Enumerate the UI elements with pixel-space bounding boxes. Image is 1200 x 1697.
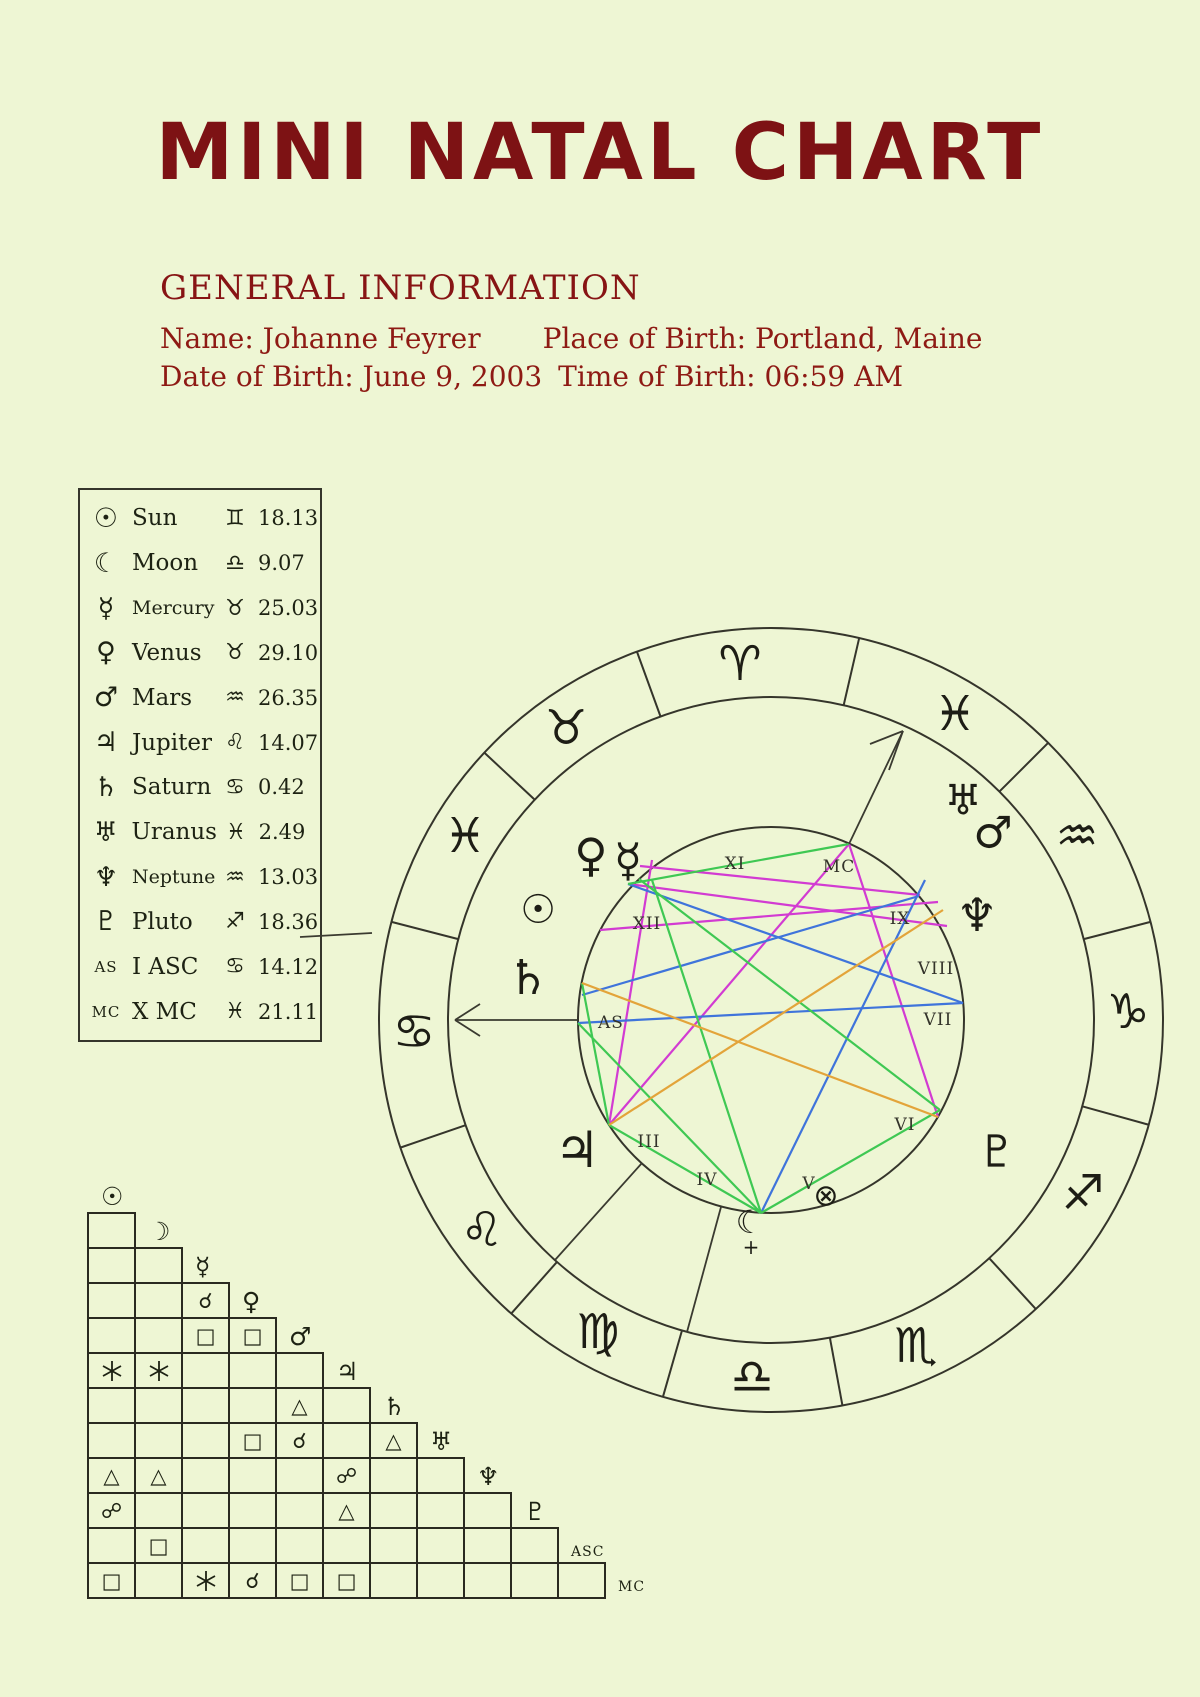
planet-degree: 25.03 xyxy=(258,596,319,621)
aspect-cell-pluto-uranus xyxy=(416,1492,465,1529)
wheel-planet-pluto-icon: ♇ xyxy=(977,1126,1017,1178)
aspect-square-icon: □ xyxy=(134,1527,183,1564)
sign-divider xyxy=(400,1125,465,1147)
aspect-line xyxy=(582,896,919,995)
sign-divider xyxy=(830,1338,843,1406)
sign-divider xyxy=(663,1330,682,1396)
planet-name: I ASC xyxy=(132,953,199,980)
aspect-cell-neptune-venus xyxy=(228,1457,277,1494)
house-label-viii: VIII xyxy=(917,959,955,979)
aspect-cell-neptune-uranus xyxy=(416,1457,465,1494)
planet-moon-icon: ☾ xyxy=(93,547,119,579)
aspect-cell-ascendant-neptune xyxy=(463,1527,512,1564)
grid-label-ascendant-icon: ASC xyxy=(571,1544,605,1560)
sign-divider xyxy=(1082,1106,1148,1124)
sign-icon: ♋ xyxy=(225,954,245,980)
aspect-trine-icon: △ xyxy=(275,1387,324,1424)
aspect-cell-neptune-saturn xyxy=(369,1457,418,1494)
aspect-square-icon: □ xyxy=(181,1317,230,1354)
aspect-cell-ascendant-mars xyxy=(275,1527,324,1564)
house-label-ix: IX xyxy=(889,909,911,929)
wheel-planet-sun-icon: ☉ xyxy=(520,887,556,933)
aspect-square-icon: □ xyxy=(228,1422,277,1459)
sign-icon: ♒ xyxy=(225,685,245,711)
grid-label-sun-icon: ☉ xyxy=(101,1182,124,1211)
aspect-cell-midheaven-moon xyxy=(134,1562,183,1599)
aspect-square-icon: □ xyxy=(228,1317,277,1354)
aspect-line xyxy=(582,983,938,1117)
sign-divider xyxy=(637,652,661,717)
house-label-vii: VII xyxy=(923,1010,953,1030)
house-label-as: AS xyxy=(598,1013,624,1033)
grid-label-midheaven-icon: MC xyxy=(618,1579,646,1595)
sign-icon: ♌ xyxy=(225,730,245,756)
sign-divider xyxy=(1084,922,1151,939)
sign-scorpio-icon: ♏ xyxy=(894,1318,938,1374)
place-of-birth-label: Place of Birth: xyxy=(542,322,747,355)
name-label: Name: xyxy=(160,322,254,355)
sign-icon: ♊ xyxy=(225,505,245,531)
general-information-heading: GENERAL INFORMATION xyxy=(160,268,641,308)
aspect-cell-uranus-jupiter xyxy=(322,1422,371,1459)
aspect-conjunction-icon: ☌ xyxy=(181,1282,230,1319)
house-label-iv: IV xyxy=(696,1170,718,1190)
planet-degree: 26.35 xyxy=(258,685,319,710)
planet-sun-icon: ☉ xyxy=(93,502,119,534)
aspect-cell-neptune-mars xyxy=(275,1457,324,1494)
aspect-cell-pluto-moon xyxy=(134,1492,183,1529)
aspect-cell-midheaven-mercury xyxy=(181,1562,230,1599)
wheel-planet-venus-icon: ♀ xyxy=(574,828,608,882)
aspect-cell-ascendant-mercury xyxy=(181,1527,230,1564)
aspect-line xyxy=(849,844,938,1117)
sign-pisces-left-icon: ♓ xyxy=(443,808,487,864)
aspect-cell-uranus-moon xyxy=(134,1422,183,1459)
aspect-trine-icon: △ xyxy=(134,1457,183,1494)
planet-ascendant-icon: AS xyxy=(94,957,118,976)
sign-pisces-icon: ♓ xyxy=(933,686,977,742)
planet-degree: 0.42 xyxy=(258,775,305,800)
date-of-birth-label: Date of Birth: xyxy=(160,360,354,393)
grid-label-moon-icon: ☽ xyxy=(148,1217,171,1246)
grid-label-uranus-icon: ♅ xyxy=(430,1427,453,1456)
sign-divider xyxy=(484,753,534,800)
aspect-line xyxy=(609,1125,761,1213)
aspect-cell-jupiter-venus xyxy=(228,1352,277,1389)
sign-leo-icon: ♌ xyxy=(460,1202,504,1258)
grid-label-mercury-icon: ☿ xyxy=(195,1252,211,1281)
sign-icon: ♒ xyxy=(225,864,245,890)
wheel-planet-saturn-icon: ♄ xyxy=(506,950,550,1006)
aspect-cell-saturn-mercury xyxy=(181,1387,230,1424)
ascendant-axis-arrow-barb xyxy=(455,1020,480,1036)
sign-divider xyxy=(999,743,1048,792)
house-label-mc: MC xyxy=(822,857,856,877)
aspect-conjunction-icon: ☌ xyxy=(228,1562,277,1599)
aspect-cell-moon-sun xyxy=(87,1212,136,1249)
planet-name: Saturn xyxy=(132,774,212,801)
aspect-cell-ascendant-sun xyxy=(87,1527,136,1564)
house-label-xi: XI xyxy=(724,854,746,874)
aspect-cell-jupiter-sun xyxy=(87,1352,136,1389)
planet-degree: 29.10 xyxy=(258,640,319,665)
midheaven-axis-arrow xyxy=(849,731,903,844)
wheel-planet-jupiter-icon: ♃ xyxy=(554,1121,600,1179)
wheel-planet-mercury-icon: ☿ xyxy=(613,833,643,887)
sign-icon: ♉ xyxy=(225,595,245,621)
aspect-trine-icon: △ xyxy=(322,1492,371,1529)
aspect-cell-venus-sun xyxy=(87,1282,136,1319)
sign-sagittarius-icon: ♐ xyxy=(1061,1165,1105,1221)
sign-capricorn-icon: ♑ xyxy=(1106,984,1150,1040)
aspect-cell-neptune-mercury xyxy=(181,1457,230,1494)
planet-jupiter-icon: ♃ xyxy=(93,727,119,759)
date-of-birth-value: June 9, 2003 xyxy=(362,360,543,393)
aspect-opposition-icon: ☍ xyxy=(322,1457,371,1494)
place-of-birth-value: Portland, Maine xyxy=(754,322,983,355)
sign-divider xyxy=(989,1258,1036,1309)
aspect-cell-saturn-venus xyxy=(228,1387,277,1424)
aspect-cell-pluto-saturn xyxy=(369,1492,418,1529)
aspect-cell-saturn-sun xyxy=(87,1387,136,1424)
grid-label-venus-icon: ♀ xyxy=(242,1287,261,1316)
planet-saturn-icon: ♄ xyxy=(93,771,119,803)
planet-degree: 14.12 xyxy=(258,954,319,979)
aspect-cell-jupiter-moon xyxy=(134,1352,183,1389)
planet-uranus-icon: ♅ xyxy=(93,816,118,848)
planet-pluto-icon: ♇ xyxy=(93,906,119,938)
aspect-sextile-icon xyxy=(101,1360,123,1382)
grid-label-saturn-icon: ♄ xyxy=(383,1392,406,1421)
sign-icon: ♐ xyxy=(225,909,245,935)
grid-label-jupiter-icon: ♃ xyxy=(336,1357,359,1386)
aspect-cell-ascendant-venus xyxy=(228,1527,277,1564)
sign-divider xyxy=(844,638,860,705)
planet-neptune-icon: ♆ xyxy=(93,861,119,893)
sign-divider xyxy=(511,1262,557,1314)
sign-icon: ♋ xyxy=(225,774,245,800)
aspect-cell-midheaven-saturn xyxy=(369,1562,418,1599)
sign-icon: ♎ xyxy=(225,550,245,576)
aspect-opposition-icon: ☍ xyxy=(87,1492,136,1529)
aspect-cell-mercury-sun xyxy=(87,1247,136,1284)
aspect-cell-pluto-mars xyxy=(275,1492,324,1529)
planet-name: Sun xyxy=(132,505,178,532)
planet-venus-icon: ♀ xyxy=(96,637,116,669)
aspect-trine-icon: △ xyxy=(369,1422,418,1459)
house-cusp-line xyxy=(687,1207,721,1332)
page-title: MINI NATAL CHART xyxy=(155,108,1045,198)
aspect-cell-ascendant-saturn xyxy=(369,1527,418,1564)
aspect-line xyxy=(628,884,963,1003)
sign-icon: ♓ xyxy=(225,819,246,845)
sign-divider xyxy=(391,922,458,939)
aspect-cell-saturn-moon xyxy=(134,1387,183,1424)
aspect-cell-jupiter-mars xyxy=(275,1352,324,1389)
aspect-cell-jupiter-mercury xyxy=(181,1352,230,1389)
sign-icon: ♓ xyxy=(225,999,245,1025)
planet-name: Neptune xyxy=(132,866,216,889)
wheel-planet-part-of-fortune-icon: ⊗ xyxy=(813,1178,839,1214)
aspect-cell-pluto-mercury xyxy=(181,1492,230,1529)
planet-degree: 9.07 xyxy=(258,551,305,576)
grid-label-pluto-icon: ♇ xyxy=(524,1497,547,1526)
aspect-cell-midheaven-ascendant xyxy=(557,1562,606,1599)
planet-name: Venus xyxy=(132,639,202,666)
aspect-cell-midheaven-pluto xyxy=(510,1562,559,1599)
aspect-cell-mars-sun xyxy=(87,1317,136,1354)
aspect-cell-mars-moon xyxy=(134,1317,183,1354)
planet-mars-icon: ♂ xyxy=(93,682,119,714)
wheel-planet-lilith-cross-icon: + xyxy=(742,1235,760,1259)
wheel-planet-uranus-icon: ♅ xyxy=(944,775,982,825)
aspect-square-icon: □ xyxy=(87,1562,136,1599)
aspect-cell-uranus-sun xyxy=(87,1422,136,1459)
house-cusp-line xyxy=(300,933,372,937)
aspect-line xyxy=(609,910,943,1125)
sign-virgo-icon: ♍ xyxy=(576,1304,620,1360)
planet-name: Pluto xyxy=(132,908,193,935)
aspect-cell-ascendant-uranus xyxy=(416,1527,465,1564)
aspect-sextile-icon xyxy=(148,1360,170,1382)
sign-cancer-icon: ♋ xyxy=(392,1004,436,1060)
planet-degree: 21.11 xyxy=(258,999,319,1024)
house-label-vi: VI xyxy=(894,1115,916,1135)
planet-name: Mars xyxy=(132,684,193,711)
aspect-cell-pluto-venus xyxy=(228,1492,277,1529)
planet-mercury-icon: ☿ xyxy=(97,592,115,624)
aspect-cell-ascendant-jupiter xyxy=(322,1527,371,1564)
aspect-sextile-icon xyxy=(195,1570,217,1592)
house-label-v: V xyxy=(802,1174,816,1194)
aspect-square-icon: □ xyxy=(275,1562,324,1599)
aspect-conjunction-icon: ☌ xyxy=(275,1422,324,1459)
planet-name: Moon xyxy=(132,550,199,577)
time-of-birth-value: 06:59 AM xyxy=(764,360,903,393)
aspect-cell-uranus-mercury xyxy=(181,1422,230,1459)
time-of-birth-label: Time of Birth: xyxy=(558,360,756,393)
planet-degree: 2.49 xyxy=(258,820,306,845)
aspect-line xyxy=(582,983,609,1125)
midheaven-axis-arrow-barb xyxy=(889,731,903,770)
planet-degree: 18.13 xyxy=(258,506,319,531)
planet-name: Mercury xyxy=(132,597,215,620)
planet-name: Jupiter xyxy=(132,729,212,756)
sign-icon: ♉ xyxy=(225,640,245,666)
aspect-cell-midheaven-uranus xyxy=(416,1562,465,1599)
aspect-cell-venus-moon xyxy=(134,1282,183,1319)
aspect-cell-ascendant-pluto xyxy=(510,1527,559,1564)
grid-label-mars-icon: ♂ xyxy=(289,1322,312,1351)
wheel-planet-lilith-moon-icon: ☾ xyxy=(735,1203,765,1241)
sign-taurus-icon: ♉ xyxy=(544,700,588,756)
wheel-planet-neptune-icon: ♆ xyxy=(956,888,998,942)
grid-label-neptune-icon: ♆ xyxy=(477,1462,500,1491)
sign-libra-icon: ♎ xyxy=(730,1349,774,1405)
sign-aquarius-icon: ♒ xyxy=(1055,808,1099,864)
planet-name: Uranus xyxy=(131,819,217,846)
wheel-planet-mars-icon: ♂ xyxy=(973,807,1013,859)
sign-aries-icon: ♈ xyxy=(718,636,762,692)
planet-degree: 18.36 xyxy=(258,909,319,934)
aspect-trine-icon: △ xyxy=(87,1457,136,1494)
aspect-square-icon: □ xyxy=(322,1562,371,1599)
aspect-cell-mercury-moon xyxy=(134,1247,183,1284)
planet-name: X MC xyxy=(132,998,197,1025)
ascendant-axis-arrow-barb xyxy=(455,1004,480,1020)
planet-degree: 14.07 xyxy=(258,730,319,755)
aspect-line xyxy=(609,860,652,1125)
aspect-cell-saturn-jupiter xyxy=(322,1387,371,1424)
house-label-xii: XII xyxy=(632,914,662,934)
planet-midheaven-icon: MC xyxy=(91,1002,121,1021)
aspect-cell-midheaven-neptune xyxy=(463,1562,512,1599)
house-label-iii: III xyxy=(637,1132,661,1152)
aspect-cell-pluto-neptune xyxy=(463,1492,512,1529)
planet-degree: 13.03 xyxy=(258,865,319,890)
name-value: Johanne Feyrer xyxy=(262,322,481,355)
